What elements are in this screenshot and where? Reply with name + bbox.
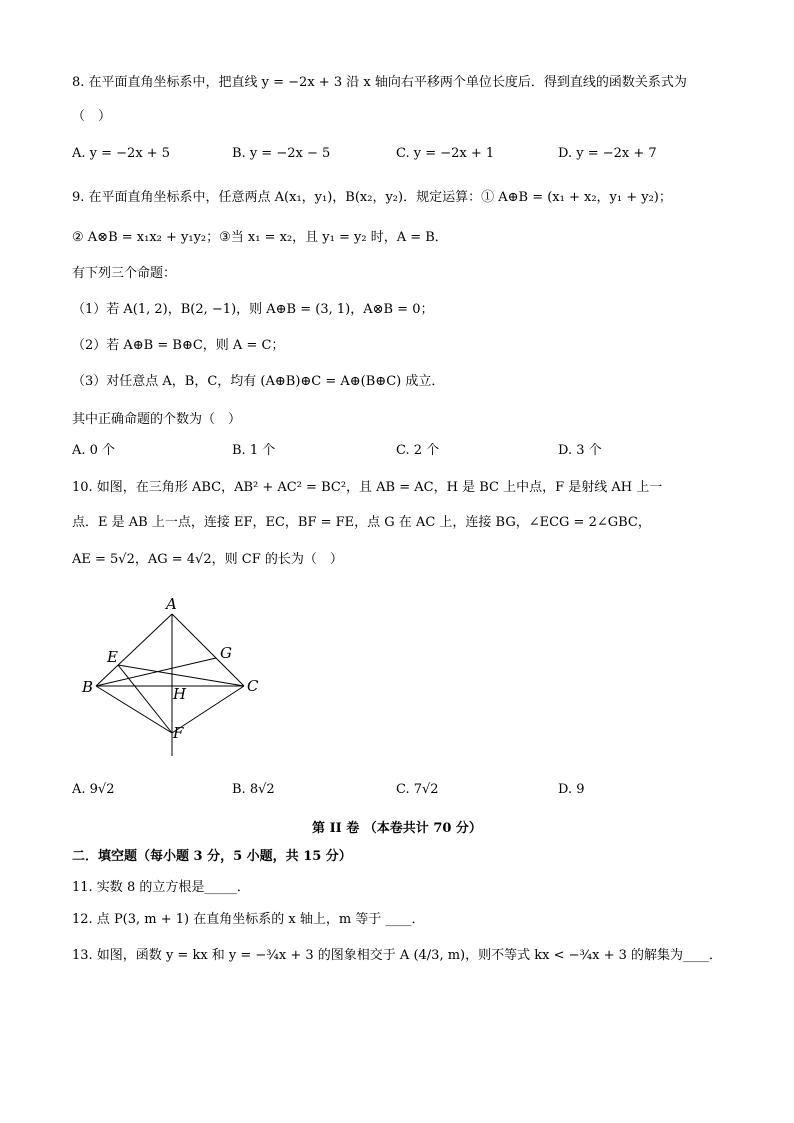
segment-ac xyxy=(172,614,244,686)
q8-option-a: A. y = −2x + 5 xyxy=(72,146,171,161)
label-c: C xyxy=(247,677,259,695)
q10-line2: 点．E 是 AB 上一点，连接 EF，EC，BF = FE，点 G 在 AC 上，连接 BG，∠ECG = 2∠GBC， xyxy=(72,515,651,530)
label-g: G xyxy=(220,644,232,662)
q9-proposition-3: （3）对任意点 A，B，C，均有 (A⊕B)⊕C = A⊕(B⊕C) 成立． xyxy=(72,374,445,389)
q9-question: 其中正确命题的个数为（ ） xyxy=(72,412,242,427)
q9-option-d: D. 3 个 xyxy=(558,443,602,458)
q9-proposition-2: （2）若 A⊕B = B⊕C，则 A = C； xyxy=(72,338,285,353)
q10-option-d: D. 9 xyxy=(558,782,585,797)
label-a: A xyxy=(166,595,177,613)
q9-line3: 有下列三个命题： xyxy=(72,266,177,281)
segment-bf xyxy=(96,686,172,733)
q9-option-a: A. 0 个 xyxy=(72,443,116,458)
q10-option-c: C. 7√2 xyxy=(396,782,439,797)
q10-line1: 10. 如图，在三角形 ABC，AB² + AC² = BC²，且 AB = AC，H 是 BC 上中点，F 是射线 AH 上一 xyxy=(72,480,663,495)
q12: 12. 点 P(3, m + 1) 在直角坐标系的 x 轴上，m 等于 ____． xyxy=(72,912,425,927)
q8-stem: 8. 在平面直角坐标系中，把直线 y = −2x + 3 沿 x 轴向右平移两个单位长度后．得到直线的函数关系式为 xyxy=(72,75,687,90)
label-f: F xyxy=(173,724,184,742)
q8-option-b: B. y = −2x − 5 xyxy=(232,146,331,161)
segment-ef xyxy=(118,665,172,733)
q9-proposition-1: （1）若 A(1, 2)，B(2, −1)，则 A⊕B = (3, 1)，A⊗B = 0； xyxy=(72,302,434,317)
label-e: E xyxy=(107,648,118,666)
label-h: H xyxy=(173,685,187,703)
q8-option-c: C. y = −2x + 1 xyxy=(396,146,495,161)
q10-option-b: B. 8√2 xyxy=(232,782,275,797)
part2-title: 第 II 卷 （本卷共计 70 分） xyxy=(312,821,482,836)
q10-option-a: A. 9√2 xyxy=(72,782,115,797)
section-heading: 二．填空题（每小题 3 分，5 小题，共 15 分） xyxy=(72,849,352,864)
segment-ec xyxy=(118,665,244,686)
label-b: B xyxy=(82,678,94,696)
triangle-figure xyxy=(76,592,276,762)
q9-option-b: B. 1 个 xyxy=(232,443,276,458)
q10-line3: AE = 5√2，AG = 4√2，则 CF 的长为（ ） xyxy=(72,552,343,567)
q8-paren: （ ） xyxy=(72,109,112,124)
q9-option-c: C. 2 个 xyxy=(396,443,440,458)
q13: 13. 如图，函数 y = kx 和 y = −¾x + 3 的图象相交于 A (4/3, m)，则不等式 kx < −¾x + 3 的解集为____． xyxy=(72,948,722,963)
q8-option-d: D. y = −2x + 7 xyxy=(558,146,657,161)
q9-line1: 9. 在平面直角坐标系中，任意两点 A(x₁，y₁)，B(x₂，y₂)．规定运算：① A⊕B = (x₁ + x₂，y₁ + y₂)； xyxy=(72,190,672,205)
q11: 11. 实数 8 的立方根是_____． xyxy=(72,880,250,895)
q9-line2: ② A⊗B = x₁x₂ + y₁y₂；③当 x₁ = x₂，且 y₁ = y₂ 时，A = B． xyxy=(72,230,448,245)
